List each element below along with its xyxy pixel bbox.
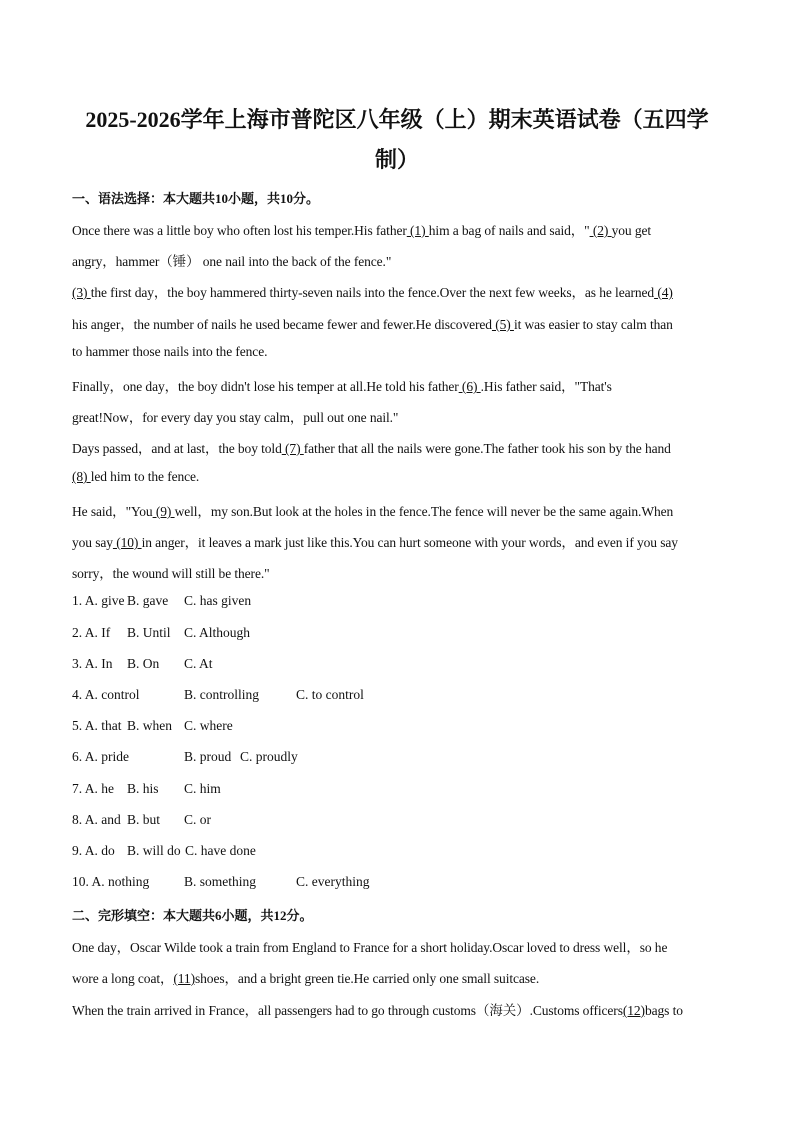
blank-6: (6) (458, 379, 481, 394)
blank-4: (4) (654, 285, 673, 300)
blank-11: (11) (173, 971, 195, 986)
blank-7: (7) (281, 441, 304, 456)
passage-line: great!Now，for every day you stay calm，pull out one nail." (72, 410, 399, 425)
passage-line: When the train arrived in France，all passengers had to go through customs（海关）.Customs officers(12)bags to (72, 1003, 683, 1018)
exam-page: 2025-2026学年上海市普陀区八年级（上）期末英语试卷（五四学 制） 一、语法选择：本大题共10小题，共10分。 Once there was a little boy who often lost his temper.His father (1) him a bag of nails and said，" (2) you get angry，hammer（锤） one nail into the back of the fence." (3) the first day，the boy hammered thirty-seven nails into the fence.Over the next few weeks，as he learned (4) his anger，the number of nails he used became fewer and fewer.He discovered (5) it was easier to stay calm than to hammer those nails into the fence. Finally，one day，the boy didn't lose his temper at all.He told his father (6) .His father said，"That's great!Now，for every day you stay calm，pull out one nail." Days passed，and at last，the boy told (7) father that all the nails were gone.The father took his son by the hand (8) led him to the fence. He said，"You (9) well，my son.But look at the holes in the fence.The fence will never be the same again.When you say (10) in anger，it leaves a mark just like this.You can hurt someone with your words，and even if you say sorry，the wound will still be there." 1. A. give B. gave C. has given 2. A. If B. Until C. Although 3. A. In B. On C. At 4. A. control B. controlling C. to control 5. A. that B. when C. where 6. A. pride B. proud C. proudly 7. A. he B. his C. him 8. A. and B. but C. or 9. A. do B. will do C. have done 10. A. nothing B. something C. everything 二、完形填空：本大题共6小题，共12分。 One day，Oscar Wilde took a train from England to France for a short holiday.Oscar loved to dress well，so he wore a long coat，(11)shoes，and a bright green tie.He carried only one small suitcase. When the train arrived in France，all passengers had to go through customs（海关）.Customs officers(12)bags to (0, 0, 794, 1123)
blank-2: (2) (589, 223, 612, 238)
blank-10: (10) (112, 535, 142, 550)
title-line-1: 2025-2026学年上海市普陀区八年级（上）期末英语试卷（五四学 (85, 107, 709, 132)
passage-line: his anger，the number of nails he used became fewer and fewer.He discovered (5) it was easier to stay calm than (72, 317, 673, 332)
blank-3: (3) (72, 285, 91, 300)
page-title (60, 100, 734, 180)
passage-line: angry，hammer（锤） one nail into the back of the fence." (72, 254, 392, 269)
passage-line: wore a long coat，(11)shoes，and a bright green tie.He carried only one small suitcase. (72, 971, 540, 986)
blank-8: (8) (72, 469, 91, 484)
passage-line: Days passed，and at last，the boy told (7) father that all the nails were gone.The father took his son by the hand (72, 441, 671, 456)
blank-9: (9) (152, 504, 175, 519)
passage-line: to hammer those nails into the fence. (72, 344, 268, 359)
blank-5: (5) (491, 317, 514, 332)
title-line-2: 制） (374, 147, 419, 172)
passage-line: sorry，the wound will still be there." (72, 566, 270, 581)
passage-line: He said，"You (9) well，my son.But look at the holes in the fence.The fence will never be the same again.When (72, 504, 674, 519)
passage-line: (8) led him to the fence. (72, 469, 200, 484)
section-heading-cloze: 二、完形填空：本大题共6小题，共12分。 (72, 908, 313, 923)
passage-line: you say (10) in anger，it leaves a mark just like this.You can hurt someone with your words，and even if you say (72, 535, 678, 550)
passage-line: Finally，one day，the boy didn't lose his temper at all.He told his father (6) .His father said，"That's (72, 379, 612, 394)
passage-line: One day，Oscar Wilde took a train from England to France for a short holiday.Oscar loved to dress well，so he (72, 940, 668, 955)
passage-line: (3) the first day，the boy hammered thirty-seven nails into the fence.Over the next few weeks，as he learned (4) (72, 285, 673, 300)
passage-line: Once there was a little boy who often lost his temper.His father (1) him a bag of nails and said，" (2) you get (72, 223, 652, 238)
blank-12: (12) (622, 1003, 645, 1018)
blank-1: (1) (406, 223, 429, 238)
section-heading-grammar: 一、语法选择：本大题共10小题，共10分。 (72, 191, 320, 206)
